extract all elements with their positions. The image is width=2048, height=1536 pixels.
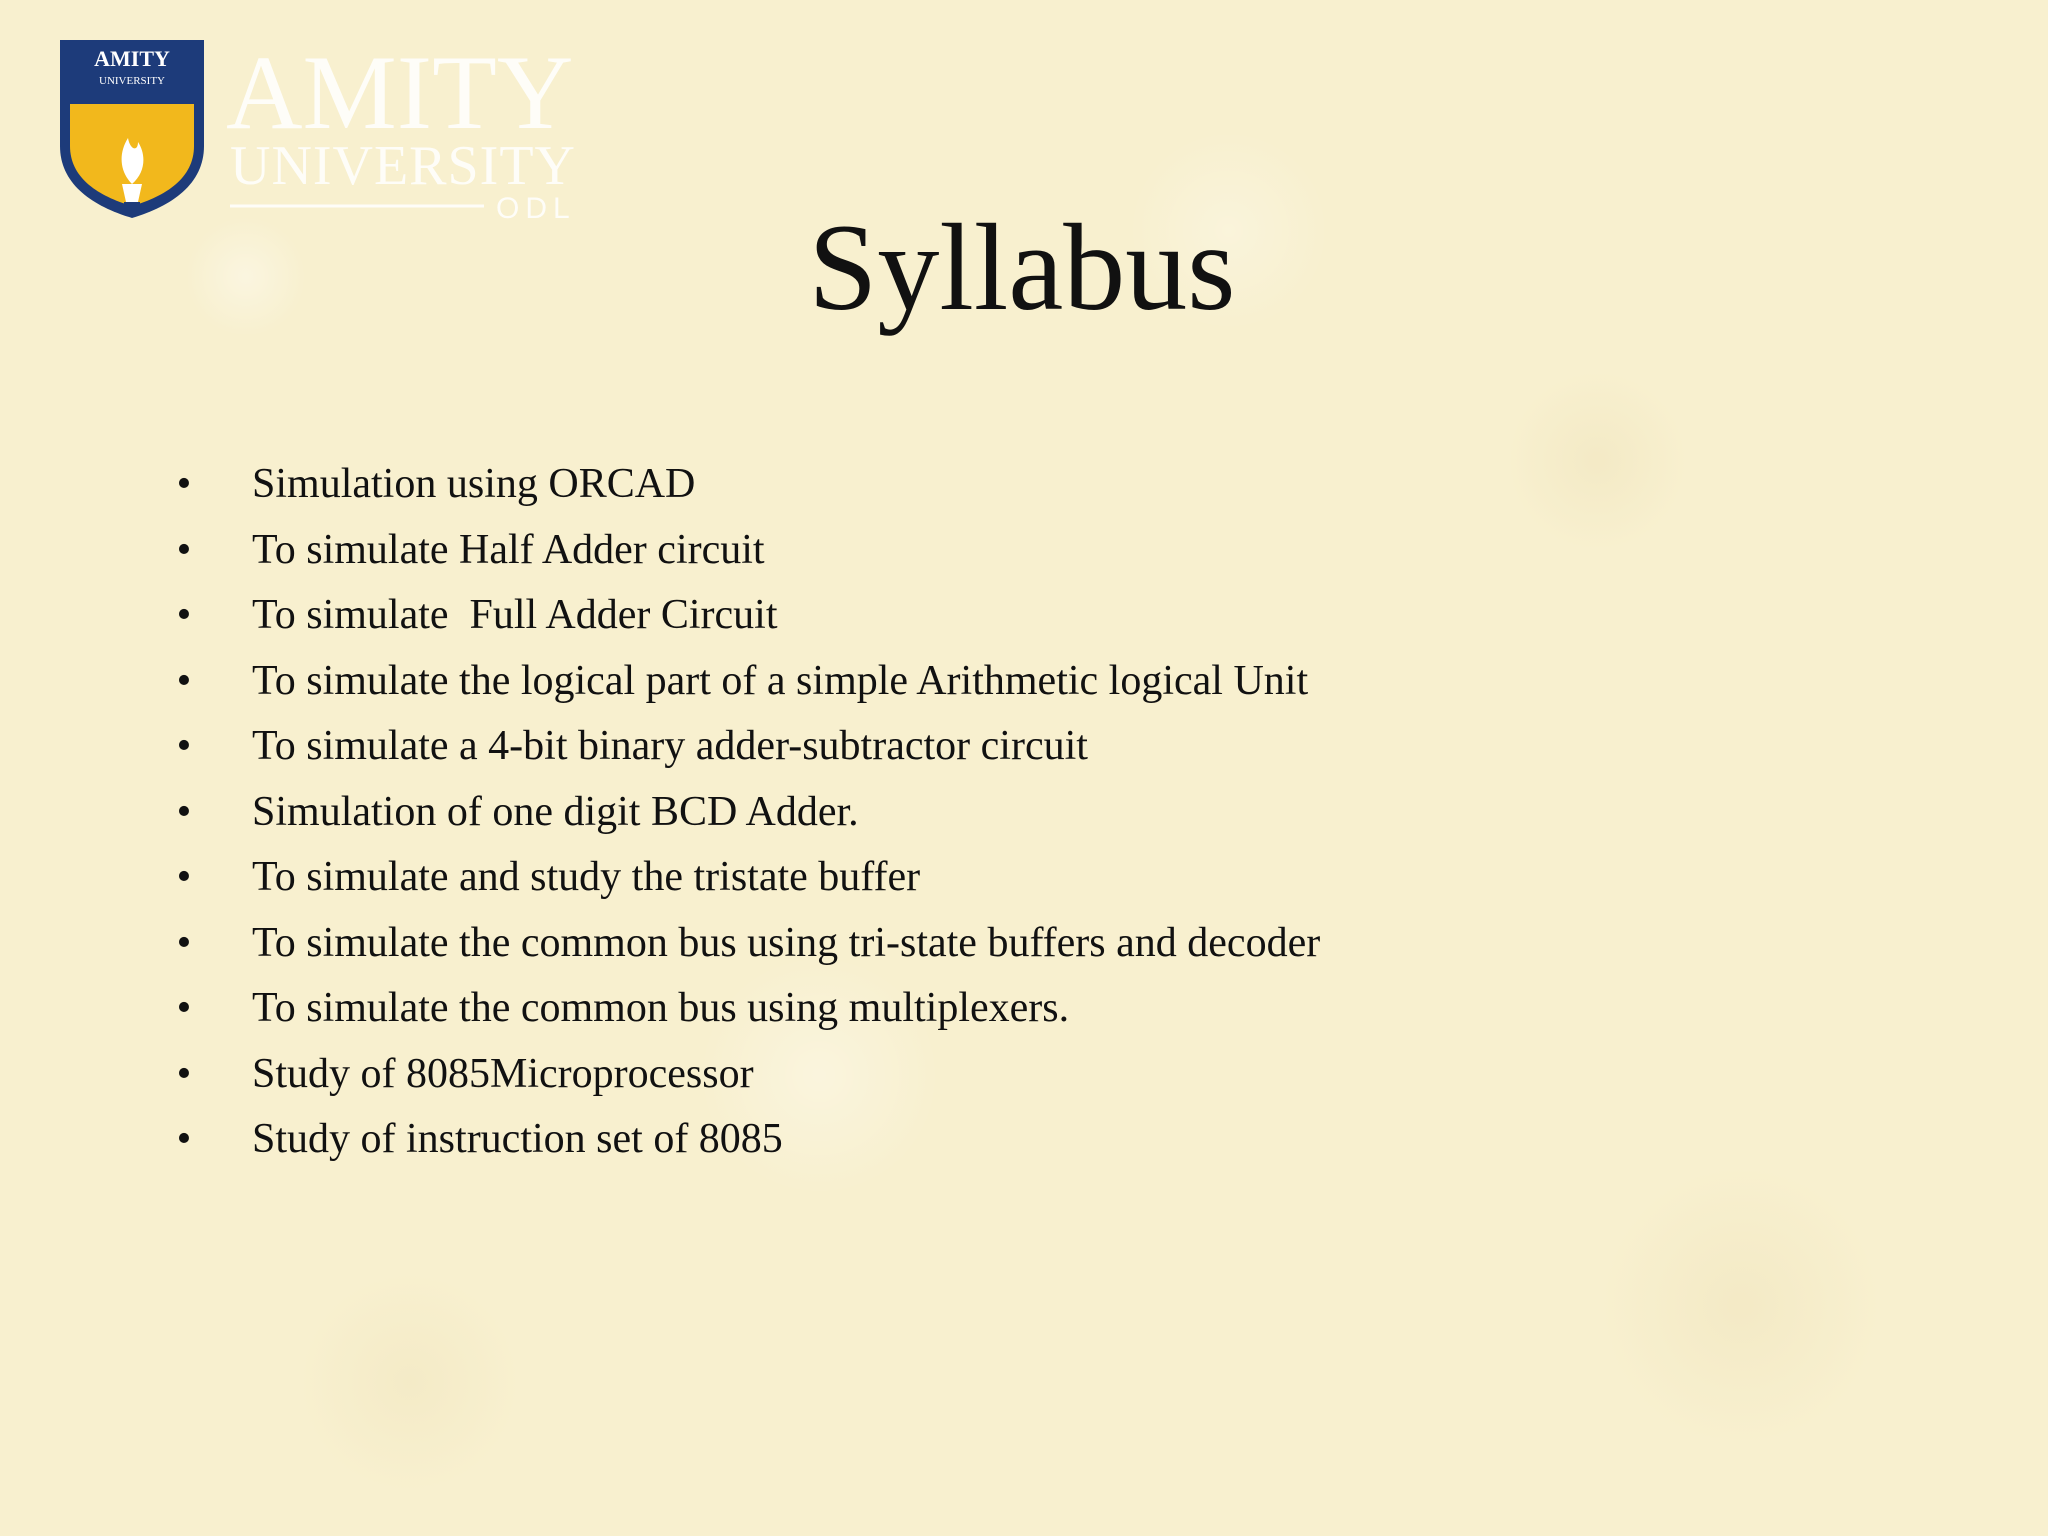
bullet-icon: • <box>176 985 192 1031</box>
bullet-icon: • <box>176 657 192 704</box>
crest-text-university: UNIVERSITY <box>99 75 165 87</box>
crest-text-amity: AMITY <box>94 46 170 71</box>
list-item <box>172 452 1320 518</box>
bullet-icon: • <box>176 723 192 769</box>
bullet-icon: • <box>176 919 192 966</box>
list-item-text: To simulate Half Adder circuit <box>252 526 765 573</box>
list-item-text: Study of 8085Microprocessor <box>252 1050 754 1097</box>
wordmark-university: UNIVERSITY <box>230 135 576 197</box>
list-item <box>172 911 1320 977</box>
list-item <box>172 518 1320 584</box>
list-item-text: To simulate Full Adder Circuit <box>252 592 778 638</box>
list-item-text: Simulation using ORCAD <box>252 461 696 507</box>
list-item <box>172 714 1320 780</box>
amity-crest-icon <box>52 34 212 220</box>
list-item <box>172 1107 1320 1173</box>
list-item <box>172 1042 1320 1108</box>
list-item-text: To simulate the common bus using tri-state buffers and decoder <box>252 919 1321 966</box>
bullet-icon: • <box>176 788 192 835</box>
list-item-text: To simulate and study the tristate buffer <box>252 854 921 900</box>
list-item <box>172 976 1320 1042</box>
list-item-text: To simulate the common bus using multiplexers. <box>252 985 1070 1031</box>
bullet-icon: • <box>176 592 192 638</box>
list-item-text: To simulate the logical part of a simple Arithmetic logical Unit <box>252 657 1309 704</box>
bullet-icon: • <box>176 1116 192 1162</box>
list-item <box>172 583 1320 649</box>
list-item-text: To simulate a 4-bit binary adder-subtractor circuit <box>252 723 1088 769</box>
list-item <box>172 780 1320 846</box>
list-item <box>172 649 1320 715</box>
wordmark-amity: AMITY <box>226 34 574 151</box>
slide-title-text: Syllabus <box>808 199 1236 336</box>
list-item <box>172 845 1320 911</box>
slide-title <box>0 198 2048 338</box>
bullet-icon: • <box>176 526 192 573</box>
wordmark-odl: ODL <box>496 192 576 225</box>
list-item-text: Simulation of one digit BCD Adder. <box>252 788 859 835</box>
syllabus-list <box>172 452 1320 1173</box>
bullet-icon: • <box>176 461 192 507</box>
bullet-icon: • <box>176 854 192 900</box>
list-item-text: Study of instruction set of 8085 <box>252 1116 783 1162</box>
bullet-icon: • <box>176 1050 192 1097</box>
